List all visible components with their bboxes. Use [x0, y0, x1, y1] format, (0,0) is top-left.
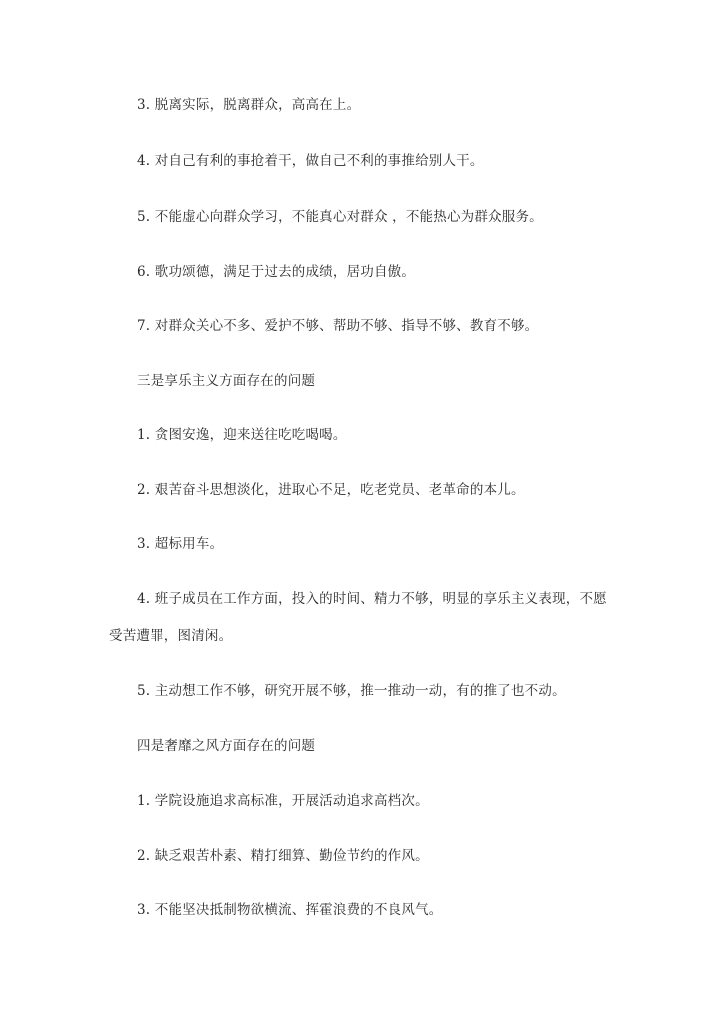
paragraph-line: 2. 艰苦奋斗思想淡化，进取心不足，吃老党员、老革命的本儿。 [137, 482, 525, 498]
paragraph-line: 6. 歌功颂德，满足于过去的成绩，居功自傲。 [137, 264, 416, 280]
paragraph-line: 1. 贪图安逸，迎来送往吃吃喝喝。 [137, 427, 347, 443]
paragraph-line: 4. 对自己有利的事抢着干，做自己不利的事推给别人干。 [137, 153, 484, 169]
paragraph-line: 3. 不能坚决抵制物欲横流、挥霍浪费的不良风气。 [137, 902, 443, 918]
paragraph-line: 2. 缺乏艰苦朴素、精打细算、勤俭节约的作风。 [137, 848, 429, 864]
paragraph-line: 5. 不能虚心向群众学习，不能真心对群众 ，不能热心为群众服务。 [137, 209, 543, 225]
paragraph-line: 1. 学院设施追求高标准，开展活动追求高档次。 [137, 793, 429, 809]
section-heading: 四是奢靡之风方面存在的问题 [137, 738, 316, 754]
paragraph-line: 3. 脱离实际，脱离群众，高高在上。 [137, 97, 361, 113]
paragraph-line: 5. 主动想工作不够，研究开展不够，推一推动一动，有的推了也不动。 [137, 683, 566, 699]
paragraph-line: 4. 班子成员在工作方面，投入的时间、精力不够，明显的享乐主义表现，不愿 [137, 591, 607, 607]
section-heading: 三是享乐主义方面存在的问题 [137, 373, 316, 389]
paragraph-line: 3. 超标用车。 [137, 536, 224, 552]
paragraph-line: 7. 对群众关心不多、爱护不够、帮助不够、指导不够、教育不够。 [137, 318, 539, 334]
paragraph-line-continuation: 受苦遭罪，图清闲。 [109, 628, 233, 644]
